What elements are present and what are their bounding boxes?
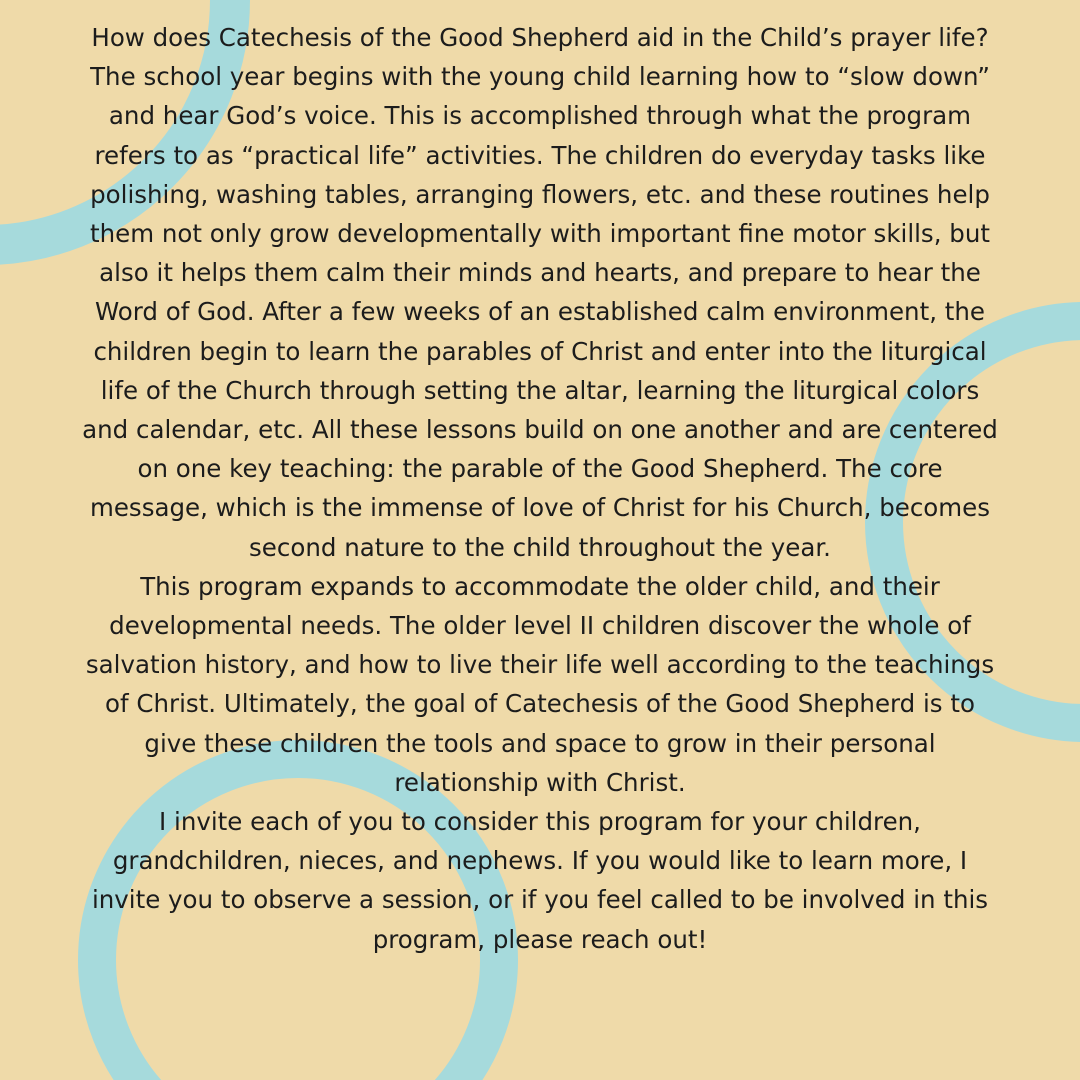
paragraph-invitation: I invite each of you to consider this program for your children, grandchildren, nieces, and nephews. If you would like to learn more, I invite you to observe a session, or if you feel called to be involved in this program, please reach out! bbox=[91, 807, 989, 954]
body-text bbox=[80, 18, 1000, 959]
paragraph-older-child: This program expands to accommodate the older child, and their developmental needs. The older level II children discover the whole of salvation history, and how to live their life well according to the teachings of Christ. Ultimately, the goal of Catechesis of the Good Shepherd is to give these children the tools and space to grow in their personal relationship with Christ. bbox=[85, 571, 995, 797]
paragraph-prayer-life: How does Catechesis of the Good Shepherd aid in the Child’s prayer life? The school year begins with the young child learning how to “slow down” and hear God’s voice. This is accomplished through what the program refers to as “practical life” activities. The children do everyday tasks like polishing, washing tables, arranging flowers, etc. and these routines help them not only grow developmentally with important fine motor skills, but also it helps them calm their minds and hearts, and prepare to hear the Word of God. After a few weeks of an established calm environment, the children begin to learn the parables of Christ and enter into the liturgical life of the Church through setting the altar, learning the liturgical colors and calendar, etc. All these lessons build on one another and are centered on one key teaching: the parable of the Good Shepherd. The core message, which is the immense of love of Christ for his Church, becomes second nature to the child throughout the year. bbox=[82, 23, 998, 562]
